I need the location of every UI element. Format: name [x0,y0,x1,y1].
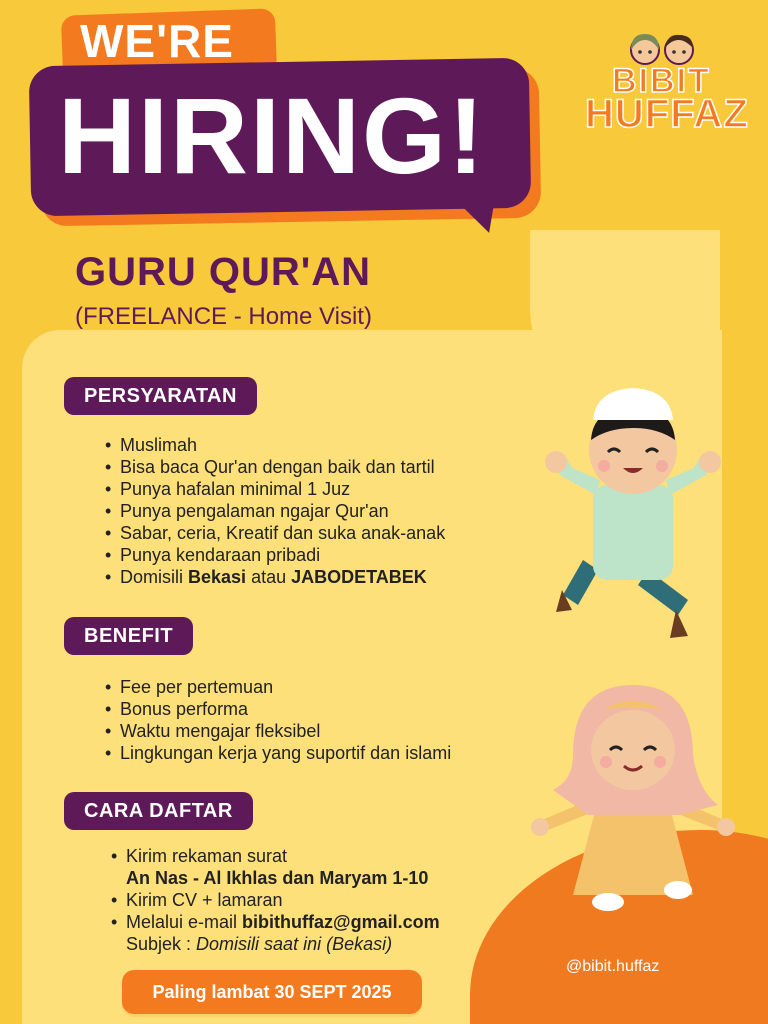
list-item: • Bonus performa [120,698,451,720]
list-item: • Punya hafalan minimal 1 Juz [120,478,445,500]
job-title: GURU QUR'AN [75,250,372,294]
kids-faces-icon [623,30,703,66]
background-panel-top [530,230,720,390]
benefit-heading: BENEFIT [64,617,193,655]
list-item: • Kirim rekaman surat [126,845,440,867]
email-prefix: Melalui e-mail [126,912,243,932]
list-item: • Punya kendaraan pribadi [120,544,445,566]
list-item: • Lingkungan kerja yang suportif dan islami [120,742,451,764]
domicile-or: atau [246,567,292,587]
domicile-prefix: Domisili [120,567,189,587]
apply-list [108,845,440,955]
list-item [120,566,445,588]
boy-character-illustration [538,380,738,660]
list-item-sub [126,933,440,955]
deadline-badge: Paling lambat 30 SEPT 2025 [122,970,422,1014]
hiring-text: HIRING! [58,75,486,196]
job-subtitle: (FREELANCE - Home Visit) [75,303,372,330]
girl-character-illustration [528,680,738,920]
surah-list: An Nas - Al Ikhlas dan Maryam 1-10 [126,868,429,888]
list-item: • Kirim CV + lamaran [126,889,440,911]
domicile-jabodetabek: JABODETABEK [291,567,427,587]
list-item: • Waktu mengajar fleksibel [120,720,451,742]
list-item: • Bisa baca Qur'an dengan baik dan tartil [120,456,445,478]
subject-text: Domisili saat ini (Bekasi) [196,934,393,954]
list-item [126,911,440,933]
logo-text-bibit: BIBIT [612,62,711,100]
apply-heading: CARA DAFTAR [64,792,253,830]
requirements-heading: PERSYARATAN [64,377,257,415]
were-text: WE'RE [80,15,234,67]
requirements-list [102,434,445,588]
subject-prefix: Subjek : [126,934,197,954]
list-item: • Fee per pertemuan [120,676,451,698]
instagram-handle[interactable]: @bibit.huffaz [566,958,660,975]
list-item: • Muslimah [120,434,445,456]
logo-text-huffaz: HUFFAZ [585,92,749,136]
bibit-huffaz-logo [585,30,749,140]
email-address[interactable]: bibithuffaz@gmail.com [242,912,440,932]
list-item: • Punya pengalaman ngajar Qur'an [120,500,445,522]
list-item: • Sabar, ceria, Kreatif dan suka anak-anak [120,522,445,544]
benefit-list [102,676,451,764]
domicile-bekasi: Bekasi [188,567,247,587]
list-item-sub [126,867,440,889]
